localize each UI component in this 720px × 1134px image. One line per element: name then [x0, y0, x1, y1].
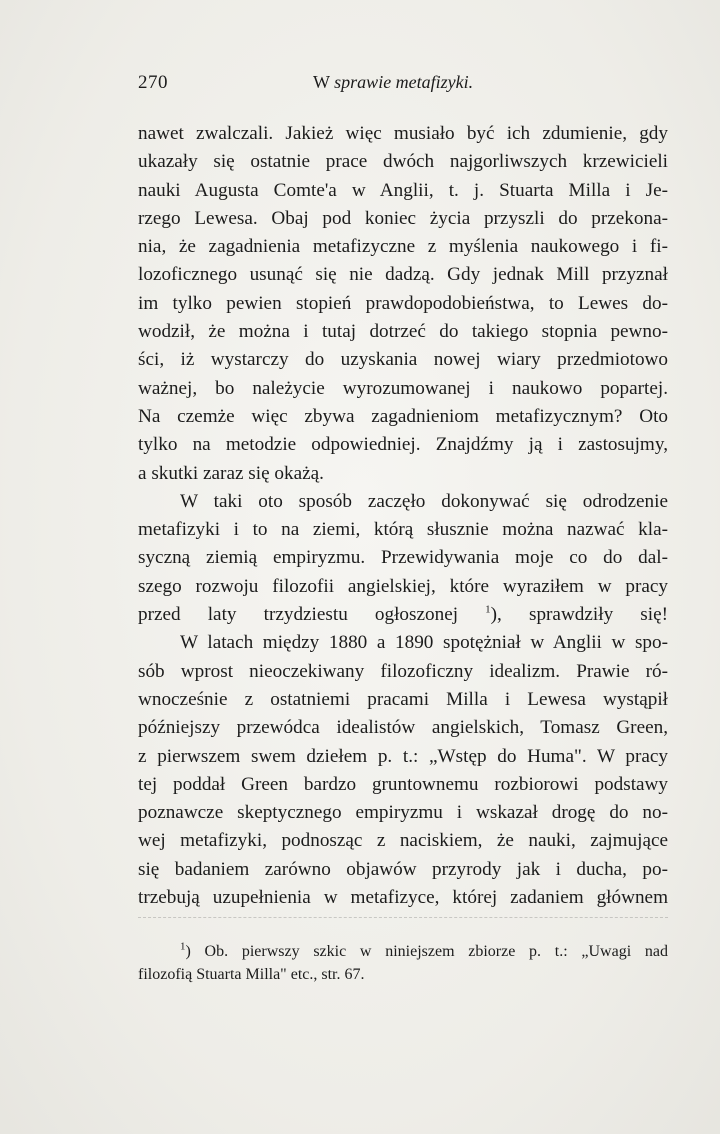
text-line: nia, że zagadnienia metafizyczne z myślenia naukowego i fi-: [138, 236, 668, 258]
text-line: nauki Augusta Comte'a w Anglii, t. j. Stuarta Milla i Je-: [138, 179, 668, 201]
text-segment: przed laty trzydziestu ogłoszonej: [138, 604, 459, 626]
text-line: późniejszy przewódca idealistów angielskich, Tomasz Green,: [138, 717, 668, 739]
text-line: syczną ziemią empiryzmu. Przewidywania moje co do dal-: [138, 547, 668, 569]
footnote: [138, 940, 668, 986]
paragraph-end-line: a skutki zaraz się okażą.: [138, 462, 324, 484]
text-line: trzebują uzupełnienia w metafizyce, której zadaniem głównem: [138, 887, 668, 909]
paragraph-start-line: W latach między 1880 a 1890 spotężniał w Anglii w spo-: [180, 632, 668, 654]
text-line: lozoficznego usunąć się nie dadzą. Gdy jednak Mill przyznał: [138, 264, 668, 286]
text-line: poznawcze skeptycznego empiryzmu i wskazał drogę do no-: [138, 802, 668, 824]
text-line: ści, iż wystarczy do uzyskania nowej wiary przedmiotowo: [138, 349, 668, 371]
text-line: ukazały się ostatnie prace dwóch najgorliwszych krzewicieli: [138, 151, 668, 173]
running-title-lead: W: [313, 72, 330, 92]
footnote-reference-line: [138, 601, 668, 629]
text-line: rzego Lewesa. Obaj pod koniec życia przyszli do przekona-: [138, 207, 668, 229]
text-line: tej poddał Green bardzo gruntownemu rozbiorowi podstawy: [138, 773, 668, 795]
text-line: Na czemże więc zbywa zagadnieniom metafizycznym? Oto: [138, 405, 668, 427]
text-segment: ), sprawdziły się!: [490, 604, 668, 626]
main-text: [138, 120, 668, 912]
text-line: się badaniem zarówno objawów przyrody jak i ducha, po-: [138, 858, 668, 880]
text-line: ważnej, bo należycie wyrozumowanej i naukowo popartej.: [138, 377, 668, 399]
text-line: szego rozwoju filozofii angielskiej, które wyraziłem w pracy: [138, 575, 668, 597]
footnote-marker: 1: [485, 603, 491, 616]
text-line: metafizyki i to na ziemi, którą słusznie można nazwać kla-: [138, 519, 668, 541]
page-number: 270: [138, 72, 168, 93]
footnote-divider: [138, 917, 668, 918]
running-header: [138, 72, 668, 100]
text-line: nawet zwalczali. Jakież więc musiało być ich zdumienie, gdy: [138, 123, 668, 144]
text-line: wnocześnie z ostatniemi pracami Milla i Lewesa wystąpił: [138, 688, 668, 710]
running-title: [313, 72, 473, 93]
text-line: im tylko pewien stopień prawdopodobieństwa, to Lewes do-: [138, 292, 668, 314]
text-line: sób wprost nieoczekiwany filozoficzny idealizm. Prawie ró-: [138, 660, 668, 682]
text-line: tylko na metodzie odpowiedniej. Znajdźmy ją i zastosujmy,: [138, 434, 668, 456]
running-title-italic: sprawie metafizyki.: [334, 72, 474, 92]
text-line: wej metafizyki, podnosząc z naciskiem, że nauki, zajmujące: [138, 830, 668, 852]
footnote-line: [138, 940, 668, 963]
footnote-text: ) Ob. pierwszy szkic w niniejszem zbiorze p. t.: „Uwagi nad: [185, 943, 668, 960]
paragraph-start-line: W taki oto sposób zaczęło dokonywać się odrodzenie: [180, 490, 668, 512]
footnote-line: filozofią Stuarta Milla" etc., str. 67.: [138, 966, 365, 983]
text-line: wodził, że można i tutaj dotrzeć do takiego stopnia pewno-: [138, 321, 668, 343]
text-line: z pierwszem swem dziełem p. t.: „Wstęp do Huma". W pracy: [138, 745, 668, 767]
footnote-number: 1: [180, 940, 186, 953]
